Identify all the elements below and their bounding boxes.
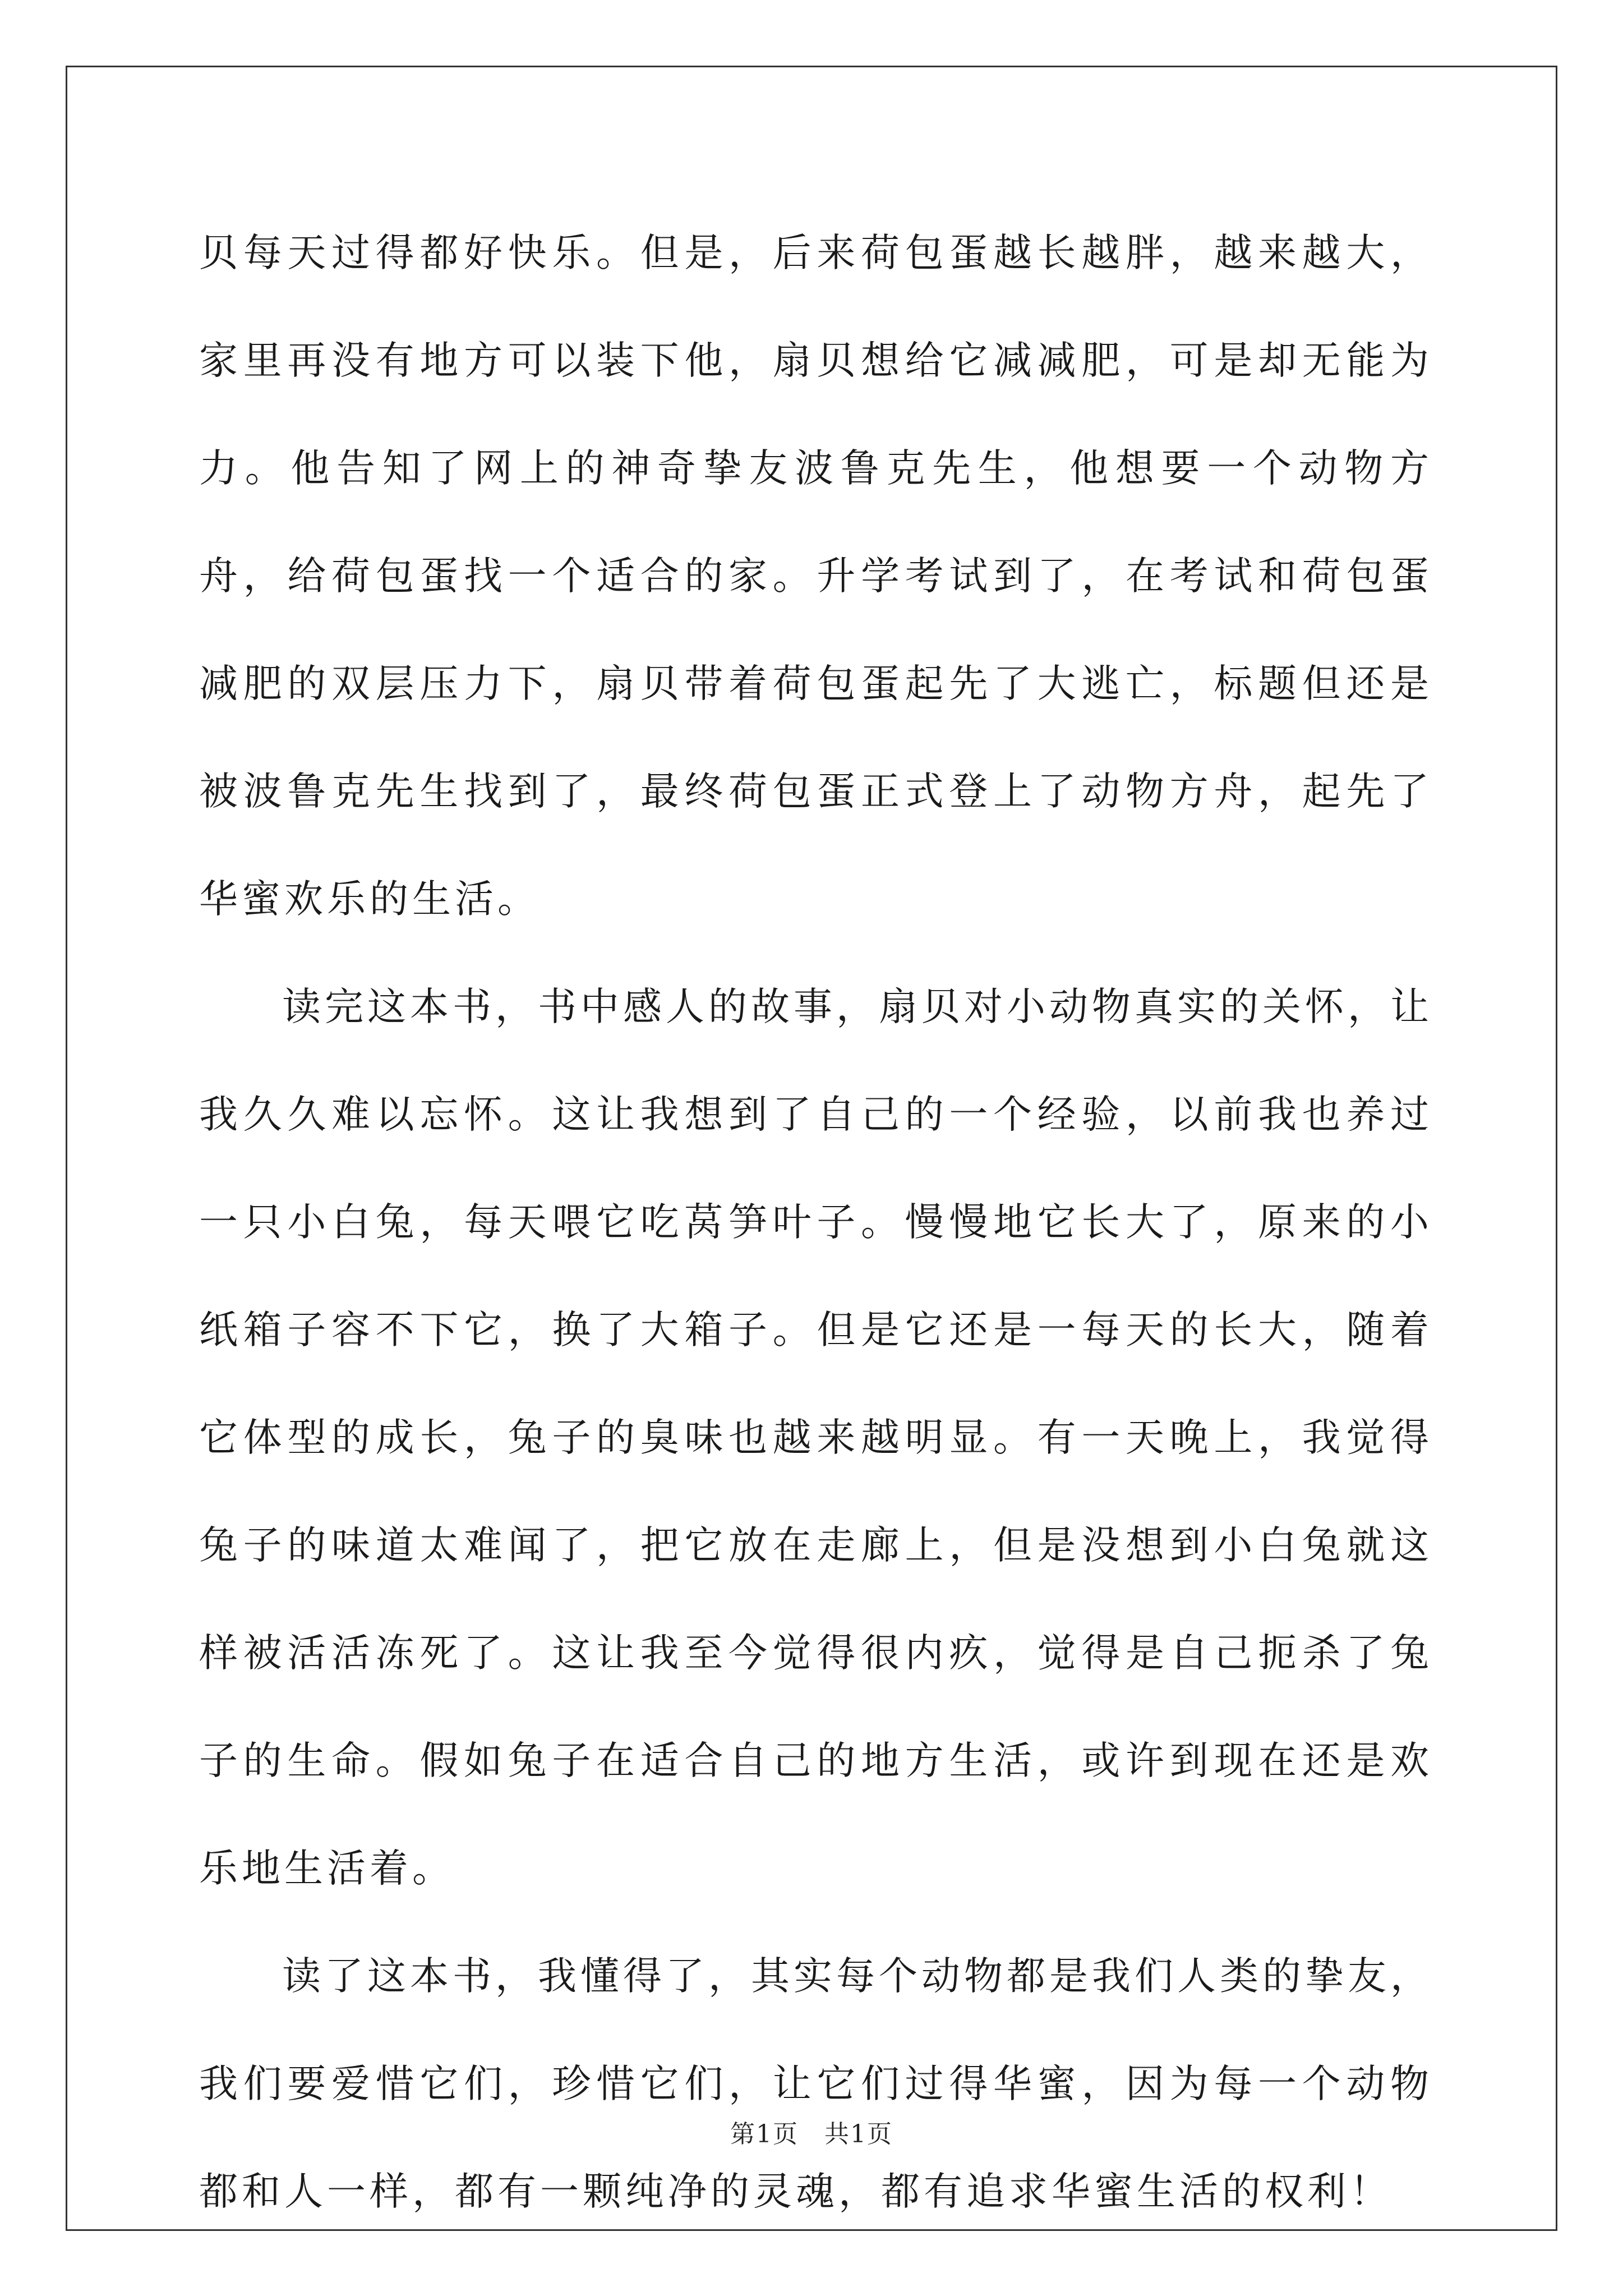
page-footer (0, 2114, 1623, 2150)
page-number-current: 第1页 (730, 2120, 799, 2148)
paragraph-1: 贝每天过得都好快乐。但是，后来荷包蛋越长越胖，越来越大，家里再没有地方可以装下他，扇贝想给它减减肥，可是却无能为力。他告知了网上的神奇挚友波鲁克先生，他想要一个动物方舟，给荷包蛋找一个适合的家。升学考试到了，在考试和荷包蛋减肥的双层压力下，扇贝带着荷包蛋起先了大逃亡，标题但还是被波鲁克先生找到了，最终荷包蛋正式登上了动物方舟，起先了华蜜欢乐的生活。 (199, 231, 1433, 922)
document-body (199, 199, 1433, 2246)
paragraph-3: 读了这本书，我懂得了，其实每个动物都是我们人类的挚友，我们要爱惜它们，珍惜它们，让它们过得华蜜，因为每一个动物都和人一样，都有一颗纯净的灵魂，都有追求华蜜生活的权利！ (199, 1954, 1433, 2214)
paragraph-2: 读完这本书，书中感人的故事，扇贝对小动物真实的关怀，让我久久难以忘怀。这让我想到了自己的一个经验，以前我也养过一只小白兔，每天喂它吃莴笋叶子。慢慢地它长大了，原来的小纸箱子容不下它，换了大箱子。但是它还是一每天的长大，随着它体型的成长，兔子的臭味也越来越明显。有一天晚上，我觉得兔子的味道太难闻了，把它放在走廊上，但是没想到小白兔就这样被活活冻死了。这让我至今觉得很内疚，觉得是自己扼杀了兔子的生命。假如兔子在适合自己的地方生活，或许到现在还是欢乐地生活着。 (199, 984, 1433, 1891)
page-number-total: 共1页 (824, 2120, 893, 2148)
